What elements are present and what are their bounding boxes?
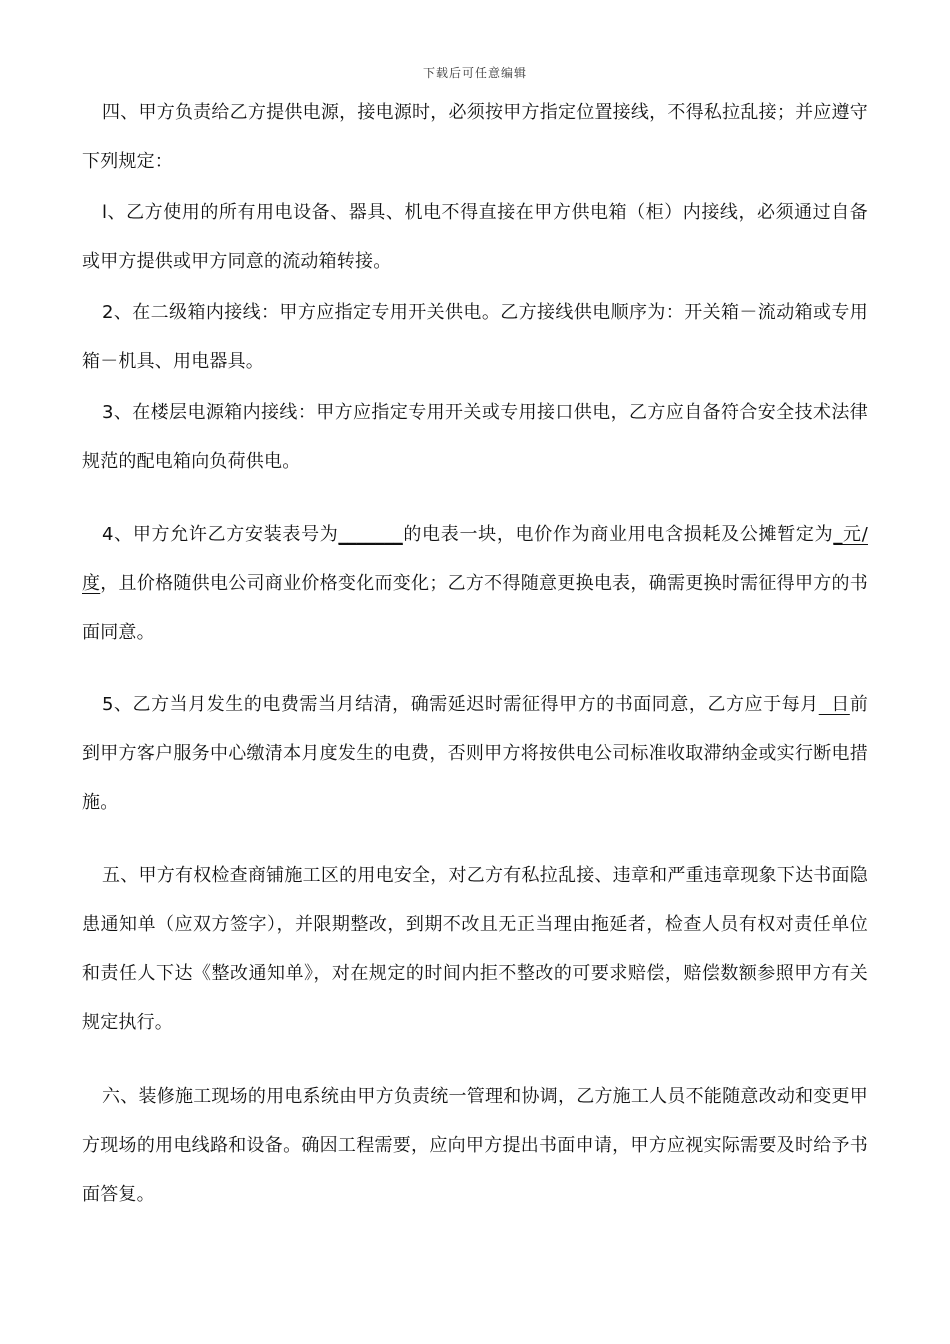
header-note: 下载后可任意编辑 [422,66,527,80]
payment-day-blank: 日 [818,694,850,715]
paragraph-6 [82,1072,868,1219]
paragraph-5 [82,851,868,1047]
paragraph-4-3 [82,388,868,486]
paragraph-6-text: 六、装修施工现场的用电系统由甲方负责统一管理和协调，乙方施工人员不能随意改动和变更甲方现场的用电线路和设备。确因工程需要，应向甲方提出书面申请，甲方应视实际需要及时给予书面答复。 [82,1086,868,1205]
paragraph-4-1-text: l、乙方使用的所有用电设备、器具、机电不得直接在甲方供电箱（柜）内接线，必须通过自备或甲方提供或甲方同意的流动箱转接。 [82,202,868,272]
paragraph-4-4 [82,510,868,657]
paragraph-4-1 [82,188,868,286]
paragraph-5-text: 五、甲方有权检查商铺施工区的用电安全，对乙方有私拉乱接、违章和严重违章现象下达书面隐患通知单（应双方签字），并限期整改，到期不改且无正当理由拖延者，检查人员有权对责任单位和责任人下达《整改通知单》，对在规定的时间内拒不整改的可要求赔偿，赔偿数额参照甲方有关规定执行。 [82,865,868,1033]
paragraph-4-5-text-a: 5、乙方当月发生的电费需当月结清，确需延迟时需征得甲方的书面同意，乙方应于每月 [102,694,819,715]
paragraph-4-4-text-a: 4、甲方允许乙方安装表号为 [102,524,339,545]
paragraph-4-4-text-c: ，且价格随供电公司商业价格变化而变化；乙方不得随意更换电表，确需更换时需征得甲方的书面同意。 [82,573,868,643]
price-blank: _元/度 [82,524,868,594]
paragraph-4-3-text: 3、在楼层电源箱内接线：甲方应指定专用开关或专用接口供电，乙方应自备符合安全技术法律规范的配电箱向负荷供电。 [82,402,868,472]
paragraph-4-text: 四、甲方负责给乙方提供电源，接电源时，必须按甲方指定位置接线，不得私拉乱接；并应遵守下列规定： [82,102,868,172]
paragraph-4-2 [82,288,868,386]
paragraph-4 [82,88,868,186]
paragraph-4-5-text-b: 前到甲方客户服务中心缴清本月度发生的电费，否则甲方将按供电公司标准收取滞纳金或实行断电措施。 [82,694,869,813]
paragraph-4-2-text: 2、在二级箱内接线：甲方应指定专用开关供电。乙方接线供电顺序为：开关箱－流动箱或专用箱－机具、用电器具。 [82,302,868,372]
meter-number-blank: _______ [338,524,403,545]
paragraph-4-5 [82,680,868,827]
paragraph-4-4-text-b: 的电表一块，电价作为商业用电含损耗及公摊暂定为 [402,524,834,545]
